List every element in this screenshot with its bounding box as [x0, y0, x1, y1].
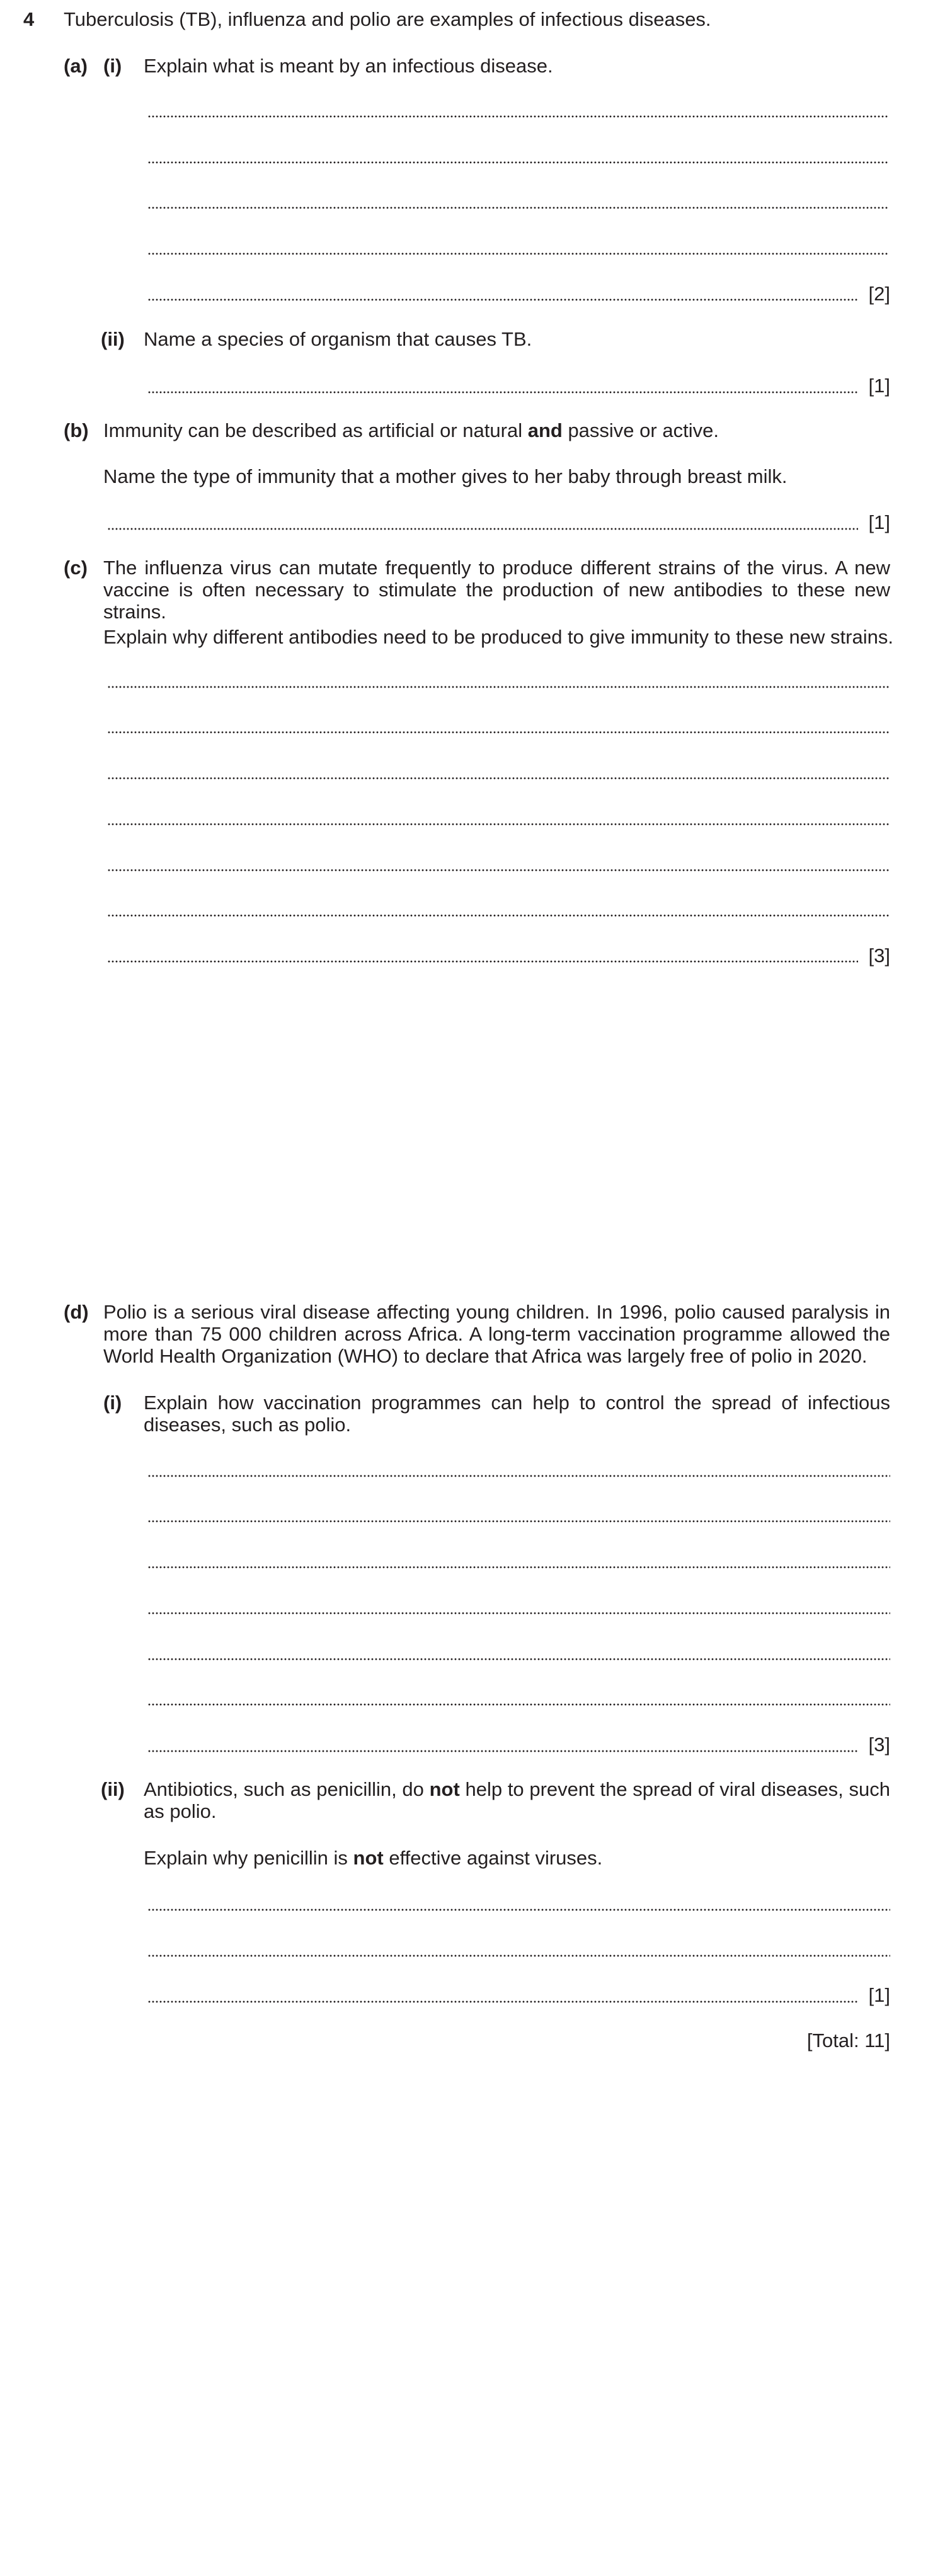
part-b-prompt: Name the type of immunity that a mother gives to her baby through breast milk. [103, 465, 788, 487]
part-d-stem: Polio is a serious viral disease affecting young children. In 1996, polio caused paralysis in more than 75 000 children across Africa. A long-term vaccination programme allowed the World Health Organization (WHO) to declare that Africa was largely free of polio in 2020. [103, 1301, 890, 1367]
answer-line-a-ii-1[interactable] [147, 391, 858, 394]
marks-d-i: [3] [868, 1733, 890, 1756]
part-c-label: (c) [64, 557, 88, 579]
answer-line-a-i-3[interactable] [147, 207, 889, 209]
answer-line-d-i-7[interactable] [147, 1750, 858, 1752]
answer-line-d-i-6[interactable] [147, 1703, 890, 1706]
part-d-ii-prompt-bold: not [353, 1847, 384, 1869]
part-a-ii-label: (ii) [101, 328, 125, 350]
part-d-i-label: (i) [103, 1392, 122, 1414]
part-a-i-label: (i) [103, 55, 122, 77]
question-number: 4 [23, 8, 35, 30]
marks-a-ii: [1] [868, 375, 890, 397]
part-b-statement-bold: and [527, 419, 563, 441]
answer-line-c-7[interactable] [107, 960, 858, 963]
part-a-ii-prompt: Name a species of organism that causes TB. [144, 328, 532, 350]
part-c-stem: The influenza virus can mutate frequently to produce different strains of the virus. A new vaccine is often necessary to stimulate the production of new antibodies to these new strains. [103, 557, 890, 623]
total-marks: [Total: 11] [806, 2029, 890, 2051]
answer-line-a-i-4[interactable] [147, 252, 889, 255]
part-d-ii-prompt-pre: Explain why penicillin is [144, 1847, 353, 1869]
part-b-statement-pre: Immunity can be described as artificial or natural [103, 419, 528, 441]
part-d-ii-stem-bold: not [429, 1778, 460, 1800]
question-intro: Tuberculosis (TB), influenza and polio are examples of infectious diseases. [64, 8, 711, 30]
answer-line-b-1[interactable] [107, 528, 858, 530]
part-d-ii-prompt-post: effective against viruses. [383, 1847, 603, 1869]
answer-line-a-i-5[interactable] [147, 298, 858, 301]
marks-a-i: [2] [868, 283, 890, 305]
answer-line-d-i-2[interactable] [147, 1520, 890, 1523]
part-b-label: (b) [64, 419, 89, 441]
part-d-i-prompt: Explain how vaccination programmes can help to control the spread of infectious diseases, such as polio. [144, 1392, 890, 1436]
answer-line-d-i-1[interactable] [147, 1475, 890, 1477]
answer-line-c-2[interactable] [107, 731, 890, 734]
answer-line-a-i-2[interactable] [147, 161, 889, 164]
answer-line-d-ii-2[interactable] [147, 1955, 890, 1957]
answer-line-c-5[interactable] [107, 869, 890, 871]
part-b-statement-post: passive or active. [562, 419, 719, 441]
part-d-ii-label: (ii) [101, 1778, 125, 1800]
answer-line-d-i-4[interactable] [147, 1612, 890, 1614]
answer-line-c-3[interactable] [107, 777, 890, 780]
answer-line-a-i-1[interactable] [147, 115, 889, 118]
part-a-label: (a) [64, 55, 88, 77]
part-d-ii-stem-post: help to prevent the spread of viral diseases, such as polio. [144, 1778, 890, 1822]
part-d-ii-stem-pre: Antibiotics, such as penicillin, do [144, 1778, 430, 1800]
answer-line-c-4[interactable] [107, 823, 890, 826]
part-c-prompt: Explain why different antibodies need to be produced to give immunity to these new strains. [103, 626, 893, 648]
marks-d-ii: [1] [868, 1984, 890, 2006]
marks-b: [1] [868, 511, 890, 533]
answer-line-c-6[interactable] [107, 914, 890, 917]
answer-line-d-ii-3[interactable] [147, 2000, 858, 2003]
answer-line-d-ii-1[interactable] [147, 1909, 890, 1911]
marks-c: [3] [868, 945, 890, 967]
answer-line-d-i-3[interactable] [147, 1566, 890, 1569]
part-a-i-prompt: Explain what is meant by an infectious disease. [144, 55, 553, 77]
answer-line-c-1[interactable] [107, 686, 890, 688]
answer-line-d-i-5[interactable] [147, 1658, 890, 1660]
part-b-statement [103, 419, 719, 441]
part-d-ii-prompt [144, 1847, 602, 1869]
part-d-ii-stem [144, 1778, 890, 1822]
part-d-label: (d) [64, 1301, 89, 1323]
